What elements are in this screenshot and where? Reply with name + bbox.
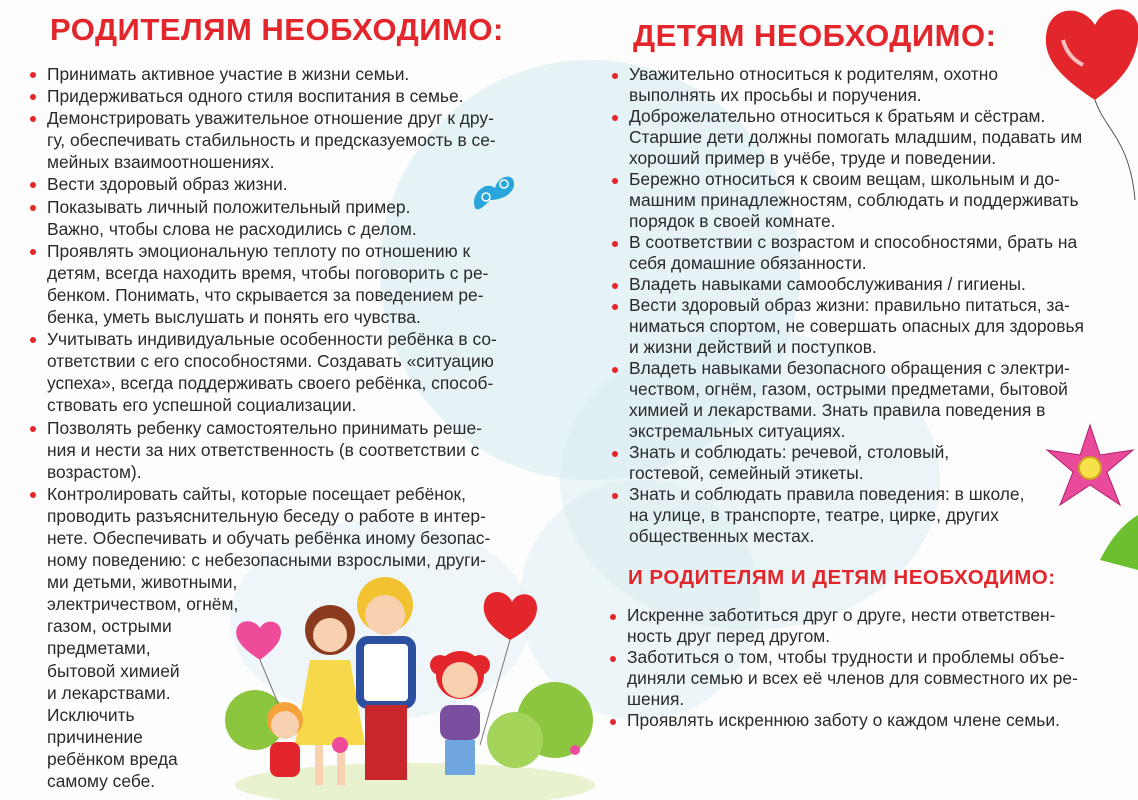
both-list: [610, 605, 1078, 731]
parents-list-item: [30, 483, 497, 792]
list-item-line: Позволять ребенку самостоятельно принимать реше-: [47, 417, 482, 438]
list-item-line: Бережно относиться к своим вещам, школьным и до-: [629, 169, 1060, 189]
parents-list-item: [30, 173, 497, 195]
list-item-line: машним принадлежностям, соблюдать и поддерживать: [629, 190, 1079, 210]
children-list: [612, 64, 1084, 547]
list-item-line: хороший пример в учёбе, труде и поведении.: [629, 148, 997, 168]
list-item-line: себя домашние обязанности.: [629, 253, 867, 273]
list-item-line: гостевой, семейный этикеты.: [629, 463, 864, 483]
list-item-line: предметами,: [47, 638, 151, 659]
list-item-line: ответствии с его способностями. Создавать «ситуацию: [47, 351, 494, 372]
list-item-line: Старшие дети должны помогать младшим, подавать им: [629, 127, 1083, 147]
list-item-line: Уважительно относиться к родителям, охотно: [629, 64, 999, 84]
list-item-line: ному поведению: с небезопасными взрослыми, други-: [47, 550, 486, 571]
children-title: ДЕТЯМ НЕОБХОДИМО:: [633, 18, 997, 53]
list-item-line: бытовой химией: [47, 660, 180, 681]
list-item-line: чеством, огнём, газом, острыми предметами, бытовой: [629, 379, 1068, 399]
list-item-line: мейных взаимоотношениях.: [47, 152, 275, 173]
children-list-item: [612, 484, 1084, 547]
list-item-line: ность друг перед другом.: [627, 626, 831, 646]
list-item-line: Учитывать индивидуальные особенности ребёнка в со-: [47, 329, 497, 350]
list-item-line: ствовать его успешной социализации.: [47, 395, 357, 416]
parents-list-item: [30, 196, 497, 240]
list-item-line: детям, всегда находить время, чтобы поговорить с ре-: [47, 262, 489, 283]
list-item-line: и лекарствами.: [47, 682, 171, 703]
children-list-item: [612, 64, 1084, 106]
parents-list: [30, 63, 497, 792]
list-item-line: Проявлять искреннюю заботу о каждом члене семьи.: [627, 710, 1060, 730]
children-list-item: [612, 295, 1084, 358]
list-item-line: Важно, чтобы слова не расходились с делом.: [47, 218, 417, 239]
list-item-line: Искренне заботиться друг о друге, нести ответствен-: [627, 605, 1056, 625]
list-item-line: ния и нести за них ответственность (в соответствии с: [47, 439, 480, 460]
list-item-line: гу, обеспечивать стабильность и предсказуемость в се-: [47, 130, 496, 151]
list-item-line: газом, острыми: [47, 616, 172, 637]
list-item-line: Владеть навыками безопасного обращения с электри-: [629, 358, 1070, 378]
list-item-line: шения.: [627, 689, 685, 709]
list-item-line: Демонстрировать уважительное отношение друг к дру-: [47, 108, 494, 129]
both-list-item: [610, 605, 1078, 647]
list-item-line: возрастом).: [47, 461, 142, 482]
both-title: И РОДИТЕЛЯМ И ДЕТЯМ НЕОБХОДИМО:: [628, 566, 1056, 589]
list-item-line: проводить разъяснительную беседу о работе в интер-: [47, 505, 486, 526]
list-item-line: Принимать активное участие в жизни семьи.: [47, 64, 410, 84]
parents-list-item: [30, 85, 497, 107]
children-list-item: [612, 358, 1084, 442]
list-item-line: Показывать личный положительный пример.: [47, 196, 411, 217]
list-item-line: нете. Обеспечивать и обучать ребёнка иному безопас-: [47, 527, 491, 548]
list-item-line: и жизни действий и поступков.: [629, 337, 877, 357]
children-list-item: [612, 106, 1084, 169]
list-item-line: экстремальных ситуациях.: [629, 421, 846, 441]
list-item-line: Проявлять эмоциональную теплоту по отношению к: [47, 240, 471, 261]
list-item-line: Заботиться о том, чтобы трудности и проблемы объе-: [627, 647, 1065, 667]
list-item-line: Доброжелательно относиться к братьям и сёстрам.: [629, 106, 1046, 126]
parents-list-item: [30, 328, 497, 416]
list-item-line: ниматься спортом, не совершать опасных для здоровья: [629, 316, 1084, 336]
list-item-line: общественных местах.: [629, 526, 815, 546]
list-item-line: Знать и соблюдать правила поведения: в школе,: [629, 484, 1025, 504]
parents-list-item: [30, 63, 497, 85]
parents-list-item: [30, 107, 497, 173]
list-item-line: на улице, в транспорте, театре, цирке, других: [629, 505, 999, 525]
list-item-line: электричеством, огнём,: [47, 594, 239, 615]
both-list-item: [610, 710, 1078, 731]
list-item-line: Вести здоровый образ жизни: правильно питаться, за-: [629, 295, 1070, 315]
list-item-line: порядок в своей комнате.: [629, 211, 836, 231]
list-item-line: Знать и соблюдать: речевой, столовый,: [629, 442, 950, 462]
list-item-line: Контролировать сайты, которые посещает ребёнок,: [47, 483, 466, 504]
list-item-line: Исключить: [47, 704, 135, 725]
list-item-line: диняли семью и всех её членов для совместного их ре-: [627, 668, 1078, 688]
list-item-line: химией и лекарствами. Знать правила поведения в: [629, 400, 1046, 420]
list-item-line: Придерживаться одного стиля воспитания в семье.: [47, 86, 464, 107]
children-list-item: [612, 274, 1084, 295]
list-item-line: причинение: [47, 726, 143, 747]
list-item-line: бенка, уметь выслушать и понять его чувства.: [47, 307, 421, 328]
list-item-line: выполнять их просьбы и поручения.: [629, 85, 922, 105]
list-item-line: ребёнком вреда: [47, 748, 178, 769]
both-list-item: [610, 647, 1078, 710]
list-item-line: Владеть навыками самообслуживания / гигиены.: [629, 274, 1026, 294]
list-item-line: В соответствии с возрастом и способностями, брать на: [629, 232, 1078, 252]
children-list-item: [612, 442, 1084, 484]
list-item-line: ми детьми, животными,: [47, 572, 238, 593]
list-item-line: самому себе.: [47, 771, 156, 791]
parents-list-item: [30, 417, 497, 483]
list-item-line: успеха», всегда поддерживать своего ребёнка, способ-: [47, 373, 494, 394]
children-list-item: [612, 232, 1084, 274]
parents-title: РОДИТЕЛЯМ НЕОБХОДИМО:: [50, 12, 504, 47]
parents-list-item: [30, 240, 497, 328]
list-item-line: Вести здоровый образ жизни.: [47, 174, 288, 195]
children-list-item: [612, 169, 1084, 232]
list-item-line: бенком. Понимать, что скрывается за поведением ре-: [47, 284, 484, 305]
